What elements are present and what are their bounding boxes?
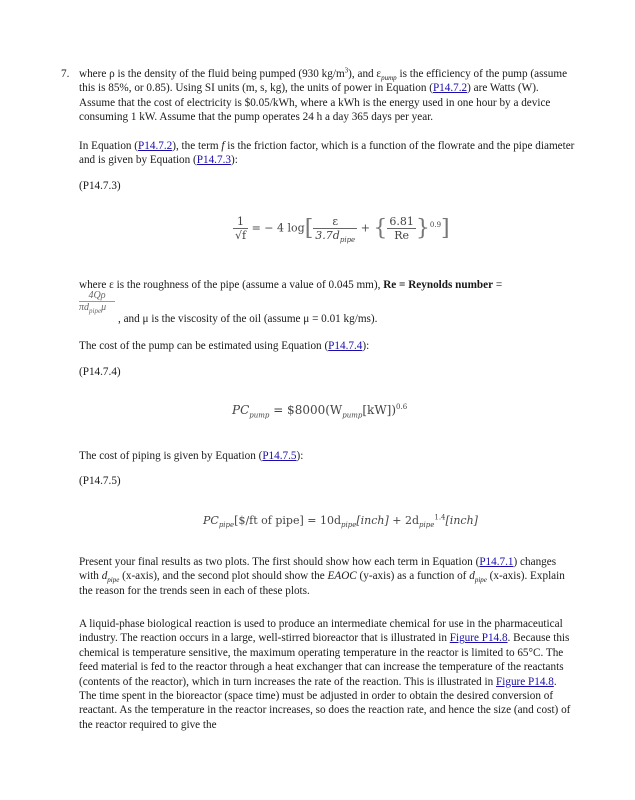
equation-label-p14-7-4: (P14.7.4) [79,366,121,378]
paragraph-piping-cost: The cost of piping is given by Equation (P14.7.5): [79,450,304,462]
link-eq-p14-7-4[interactable]: P14.7.4 [328,340,363,352]
paragraph-bioreactor: A liquid-phase biological reaction is used to produce an intermediate chemical for use in the pharmaceutical industry. The reaction occurs in a large, well-stirred bioreactor that is illustrated in Figure P14.8. Because this chemical is temperature sensitive, the maximum operating temperature in the reactor is limited to 65°C. The feed material is fed to the reactor through a heat exchanger that can increase the temperature of the reactants (contents of the reactor), which in turn increases the rate of the reaction. This is illustrated in Figure P14.8. The time spent in the bioreactor (space time) must be adjusted in order to obtain the desired conversion of reactant. As the temperature in the reactor increases, so does the reaction rate, and hence the size (and cost) of the reactor required to give the [79,618,571,731]
link-figure-p14-8-b[interactable]: Figure P14.8 [496,675,554,688]
equation-p14-7-5: $PC_{pipe}[\$/ft$ of pipe] = $10d_{pipe}[inch]$ + $2d_{pipe}^{1.4}[inch]$ [203,513,478,530]
paragraph-pump-efficiency: where ρ is the density of the fluid being pumped (930 $kg/m^3$), and $\varepsilon_{pump}$ is the efficiency of the pump (assume this is 85%, or 0.85). Using SI units (m, s, kg), the units of power in Equation (P14.7.2) are Watts (W). Assume that the cost of electricity is $0.05/kWh, where a kWh is the energy used in one hour by a device consuming 1 kW. Assume that the pump operates 24 h a day 365 days per year. [79,66,568,124]
paragraph-final-results: Present your final results as two plots. The first should show how each term in Equation (P14.7.1) changes with $d_{pipe}$ (x-axis), and the second plot should show the EAOC (y-axis) as a function of $d_{pipe}$ (x-axis). Explain the reason for the trends seen in each of these plots. [79,556,565,597]
equation-label-p14-7-3: (P14.7.3) [79,180,121,192]
equation-p14-7-4: $PC_{pump}$ = $\$8000(W_{pump}[kW])^{0.6}$ [232,403,408,420]
reynolds-fraction: 4Qρ $\pi d_{pipe}\mu$ [79,290,115,313]
paragraph-reynolds: where ε is the roughness of the pipe (assume a value of 0.045 mm), Re = Reynolds number = [79,279,503,291]
link-eq-p14-7-5[interactable]: P14.7.5 [262,450,297,462]
item-number: 7. [61,68,70,80]
equation-p14-7-3: $\frac{1}{√f}$ = − 4 log[ $\frac{\varepsilon}{3.7d_{pipe}}$ + { $\frac{6.81}{Re}$ }$^{0.9}$] [235,215,450,245]
paragraph-friction-factor: In Equation (P14.7.2), the term f is the friction factor, which is a function of the flowrate and the pipe diameter and is given by Equation (P14.7.3): [79,140,575,167]
equation-label-p14-7-5: (P14.7.5) [79,475,121,487]
link-figure-p14-8[interactable]: Figure P14.8 [449,632,508,645]
link-eq-p14-7-1[interactable]: P14.7.1 [479,556,514,568]
paragraph-pump-cost: The cost of the pump can be estimated using Equation (P14.7.4): [79,340,370,352]
link-eq-p14-7-2-b[interactable]: P14.7.2 [138,140,173,152]
link-eq-p14-7-3[interactable]: P14.7.3 [196,154,231,167]
paragraph-viscosity: , and μ is the viscosity of the oil (assume μ = 0.01 kg/ms). [118,313,378,325]
link-eq-p14-7-2[interactable]: P14.7.2 [432,82,468,95]
